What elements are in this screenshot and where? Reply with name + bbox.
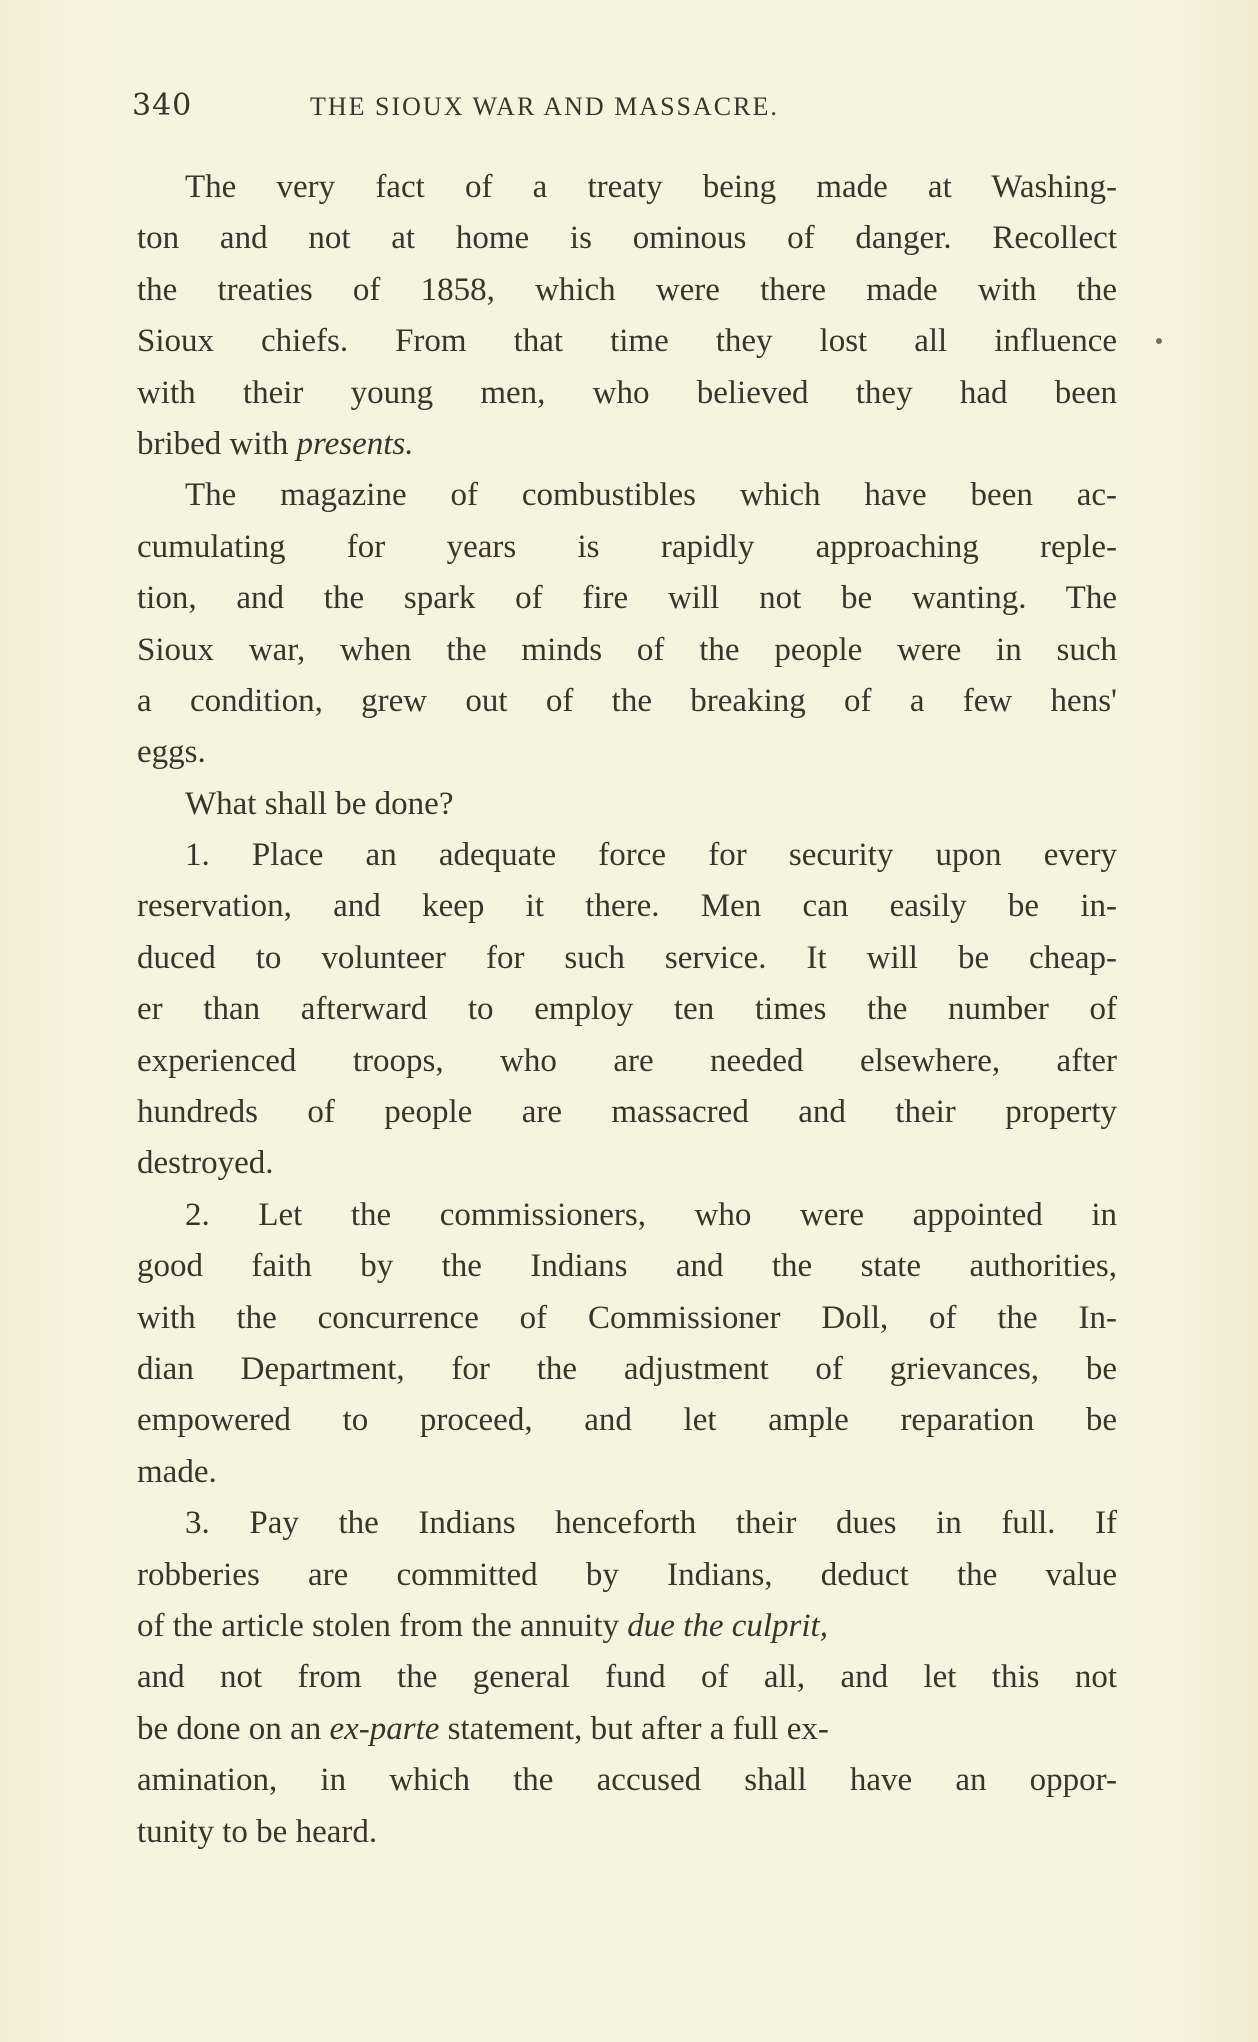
text-line: er than afterward to employ ten times the number of xyxy=(137,991,1117,1028)
italic-text: due the culprit, xyxy=(627,1607,828,1644)
text-line: empowered to proceed, and let ample reparation be xyxy=(137,1402,1117,1439)
text-line: experienced troops, who are needed elsewhere, after xyxy=(137,1042,1117,1079)
italic-text: presents. xyxy=(296,425,414,462)
text-line: made. xyxy=(137,1453,217,1490)
text-line xyxy=(137,419,1117,470)
text-line: 1. Place an adequate force for security upon every xyxy=(185,837,1117,874)
text-run: of the article stolen from the annuity xyxy=(137,1607,628,1644)
text-line xyxy=(137,1704,1117,1755)
margin-mark xyxy=(1156,338,1162,344)
text-line: tion, and the spark of fire will not be wanting. The xyxy=(137,580,1117,617)
italic-text: ex-parte xyxy=(329,1710,440,1747)
text-line: The magazine of combustibles which have been ac- xyxy=(185,477,1117,514)
text-line: Sioux chiefs. From that time they lost all influence xyxy=(137,323,1117,360)
text-line: reservation, and keep it there. Men can easily be in- xyxy=(137,888,1117,925)
text-line: with their young men, who believed they had been xyxy=(137,374,1117,411)
text-run: statement, but after a full ex- xyxy=(439,1710,829,1747)
text-run: be done on an xyxy=(137,1710,330,1747)
text-line: amination, in which the accused shall have an oppor- xyxy=(137,1762,1117,1799)
running-head: THE SIOUX WAR AND MASSACRE. xyxy=(310,92,779,121)
text-line: with the concurrence of Commissioner Doll, of the In- xyxy=(137,1299,1117,1336)
text-line: good faith by the Indians and the state authorities, xyxy=(137,1248,1117,1285)
text-line: What shall be done? xyxy=(185,785,454,822)
text-line: and not from the general fund of all, and let this not xyxy=(137,1659,1117,1696)
text-line: a condition, grew out of the breaking of a few hens' xyxy=(137,682,1117,719)
text-line: tunity to be heard. xyxy=(137,1813,378,1850)
text-line xyxy=(137,1601,1117,1652)
page-number: 340 xyxy=(132,88,193,123)
text-line: the treaties of 1858, which were there made with the xyxy=(137,271,1117,308)
text-run: bribed with xyxy=(137,425,297,462)
body-text xyxy=(137,162,1117,1858)
text-line: Sioux war, when the minds of the people were in such xyxy=(137,631,1117,668)
text-line: hundreds of people are massacred and their property xyxy=(137,1094,1117,1131)
text-line: destroyed. xyxy=(137,1145,274,1182)
page-header xyxy=(132,88,1112,138)
text-line: 3. Pay the Indians henceforth their dues in full. If xyxy=(185,1505,1117,1542)
text-line: The very fact of a treaty being made at Washing- xyxy=(185,169,1117,205)
text-line: cumulating for years is rapidly approaching reple- xyxy=(137,528,1117,565)
text-line: 2. Let the commissioners, who were appointed in xyxy=(185,1196,1117,1233)
text-line: duced to volunteer for such service. It will be cheap- xyxy=(137,939,1117,976)
text-line: dian Department, for the adjustment of grievances, be xyxy=(137,1350,1117,1387)
text-line: eggs. xyxy=(137,734,206,771)
text-line: robberies are committed by Indians, deduct the value xyxy=(137,1556,1117,1593)
text-line: ton and not at home is ominous of danger. Recollect xyxy=(137,220,1117,257)
